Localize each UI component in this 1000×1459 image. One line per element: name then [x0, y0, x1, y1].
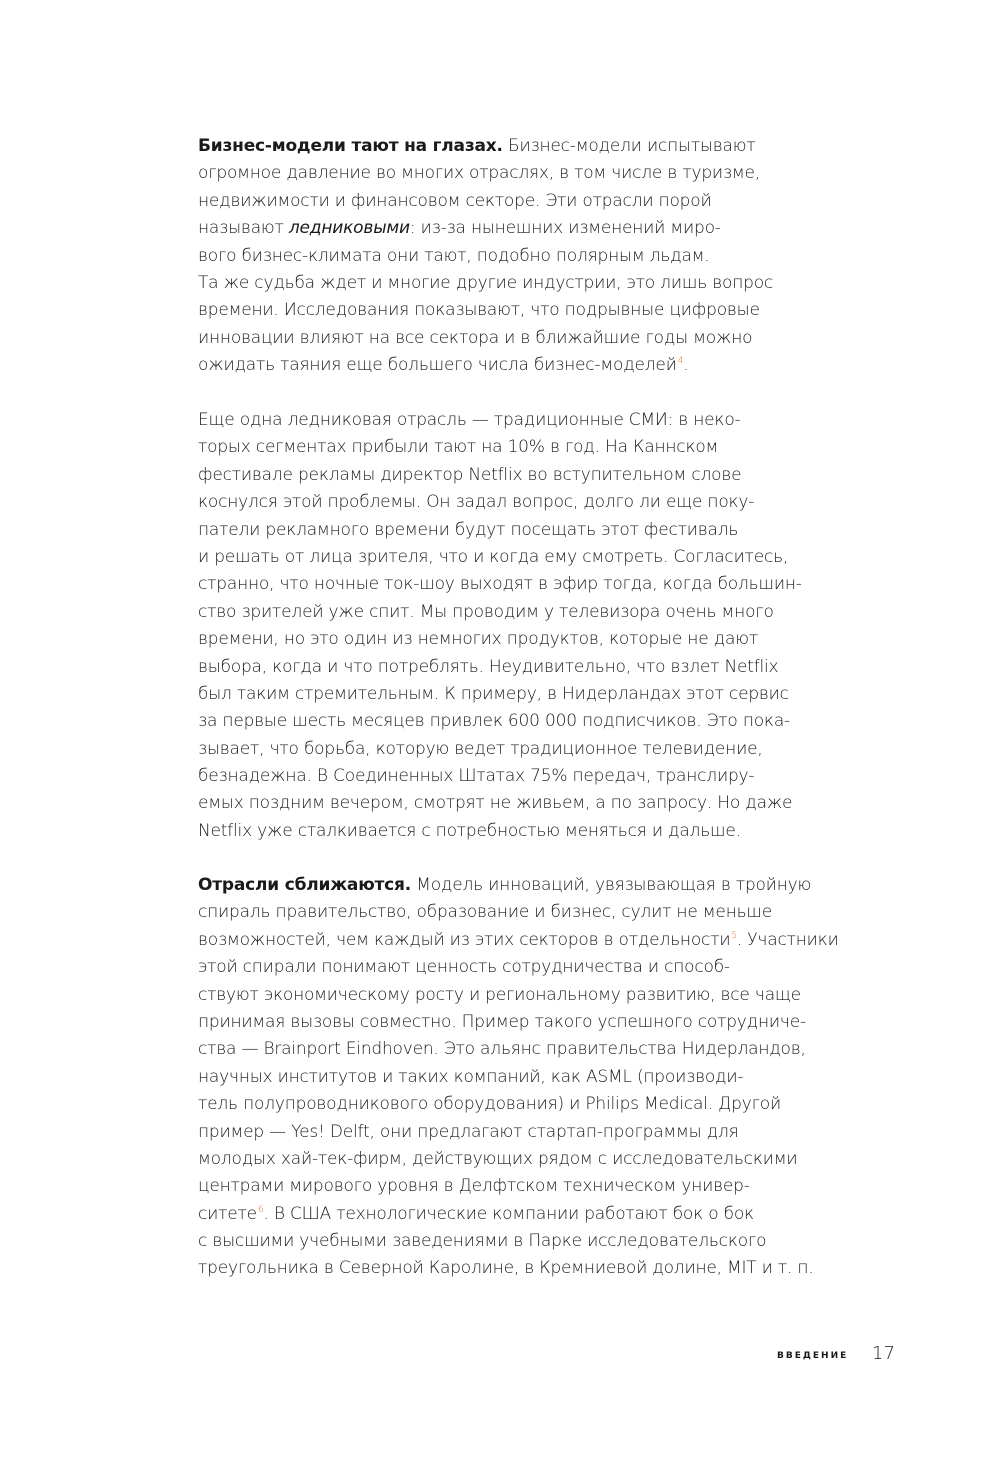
- paragraph-line: за первые шесть месяцев привлек 600 000 подписчиков. Это пока-: [198, 711, 790, 732]
- paragraph-line: с высшими учебными заведениями в Парке исследовательского: [198, 1231, 767, 1252]
- page-number: 17: [872, 1343, 895, 1364]
- paragraph-lead: Бизнес-модели тают на глазах.: [198, 136, 503, 156]
- paragraph-line: торых сегментах прибыли тают на 10% в год. На Каннском: [198, 437, 719, 458]
- paragraph-lead: Отрасли сближаются.: [198, 875, 412, 895]
- paragraph-line: безнадежна. В Соединенных Штатах 75% передач, транслиру-: [198, 766, 755, 787]
- paragraph-line: спираль правительство, образование и бизнес, сулит не меньше: [198, 902, 773, 923]
- paragraph-line: ситете$^6$. В США технологические компании работают бок о бок: [198, 1203, 754, 1224]
- paragraph-line: был таким стремительным. К примеру, в Нидерландах этот сервис: [198, 683, 789, 704]
- paragraph-line: инновации влияют на все сектора и в ближайшие годы можно: [198, 327, 753, 348]
- paragraph-line: коснулся этой проблемы. Он задал вопрос, долго ли еще поку-: [198, 492, 755, 513]
- footnote-marker[interactable]: 5: [731, 931, 737, 942]
- paragraph-line: фестивале рекламы директор Netflix во вступительном слове: [198, 464, 742, 485]
- running-footer-section: ВВЕДЕНИЕ: [777, 1351, 849, 1361]
- paragraph-line: центрами мирового уровня в Делфтском техническом универ-: [198, 1176, 750, 1197]
- paragraph-line: Netflix уже сталкивается с потребностью меняться и дальше.: [198, 820, 741, 841]
- paragraph-line: недвижимости и финансовом секторе. Эти отрасли порой: [198, 190, 712, 211]
- paragraph-line: огромное давление во многих отраслях, в том числе в туризме,: [198, 163, 760, 184]
- paragraph-line: Еще одна ледниковая отрасль — традиционные СМИ: в неко-: [198, 410, 741, 430]
- paragraph-line: принимая вызовы совместно. Пример такого успешного сотрудниче-: [198, 1011, 806, 1032]
- paragraph-line: ство зрителей уже спит. Мы проводим у телевизора очень много: [198, 601, 774, 622]
- paragraph-line: зывает, что борьба, которую ведет традиционное телевидение,: [198, 738, 763, 759]
- paragraph-line: времени, но это один из немногих продуктов, которые не дают: [198, 629, 758, 650]
- paragraph-line: ства — Brainport Eindhoven. Это альянс правительства Нидерландов,: [198, 1039, 806, 1060]
- paragraph-line: Бизнес-модели тают на глазах. Бизнес-модели испытывают: [198, 136, 756, 156]
- paragraph-line: Отрасли сближаются. Модель инноваций, увязывающая в тройную: [198, 875, 812, 895]
- paragraph-line: этой спирали понимают ценность сотрудничества и способ-: [198, 957, 730, 978]
- paragraph-glacial-media: [198, 407, 858, 845]
- paragraph-line: вого бизнес-климата они тают, подобно полярным льдам.: [198, 245, 710, 266]
- footnote-marker[interactable]: 4: [677, 356, 684, 367]
- paragraph-line: странно, что ночные ток-шоу выходят в эфир тогда, когда большин-: [198, 574, 802, 595]
- footnote-marker[interactable]: 6: [257, 1205, 264, 1216]
- paragraph-line: ствуют экономическому росту и региональному развитию, все чаще: [198, 984, 801, 1005]
- paragraph-industries-converge: [198, 872, 858, 1283]
- paragraph-line: пример — Yes! Delft, они предлагают стартап-программы для: [198, 1121, 739, 1142]
- paragraph-line: называют ледниковыми: из-за нынешних изменений миро-: [198, 218, 721, 239]
- paragraph-line: емых поздним вечером, смотрят не живьем, а по запросу. Но даже: [198, 793, 793, 814]
- paragraph-line: возможностей, чем каждый из этих секторов в отдельности$^5$. Участники: [198, 929, 839, 950]
- paragraph-line: треугольника в Северной Каролине, в Кремниевой долине, MIT и т. п.: [198, 1258, 814, 1279]
- paragraph-line: научных институтов и таких компаний, как ASML (производи-: [198, 1066, 744, 1087]
- paragraph-line: тель полупроводникового оборудования) и Philips Medical. Другой: [198, 1094, 781, 1115]
- paragraph-line: времени. Исследования показывают, что подрывные цифровые: [198, 300, 760, 321]
- paragraph-line: выбора, когда и что потреблять. Неудивительно, что взлет Netflix: [198, 656, 779, 677]
- paragraph-line: молодых хай-тек-фирм, действующих рядом с исследовательскими: [198, 1148, 798, 1169]
- paragraph-line: Та же судьба ждет и многие другие индустрии, это лишь вопрос: [198, 272, 774, 293]
- emphasis-term: ледниковыми: [288, 218, 410, 239]
- paragraph-line: ожидать таяния еще большего числа бизнес-моделей$^4$.: [198, 355, 689, 376]
- paragraph-business-models: [198, 133, 858, 380]
- paragraph-line: патели рекламного времени будут посещать этот фестиваль: [198, 519, 739, 540]
- paragraph-line: и решать от лица зрителя, что и когда ему смотреть. Согласитесь,: [198, 546, 789, 567]
